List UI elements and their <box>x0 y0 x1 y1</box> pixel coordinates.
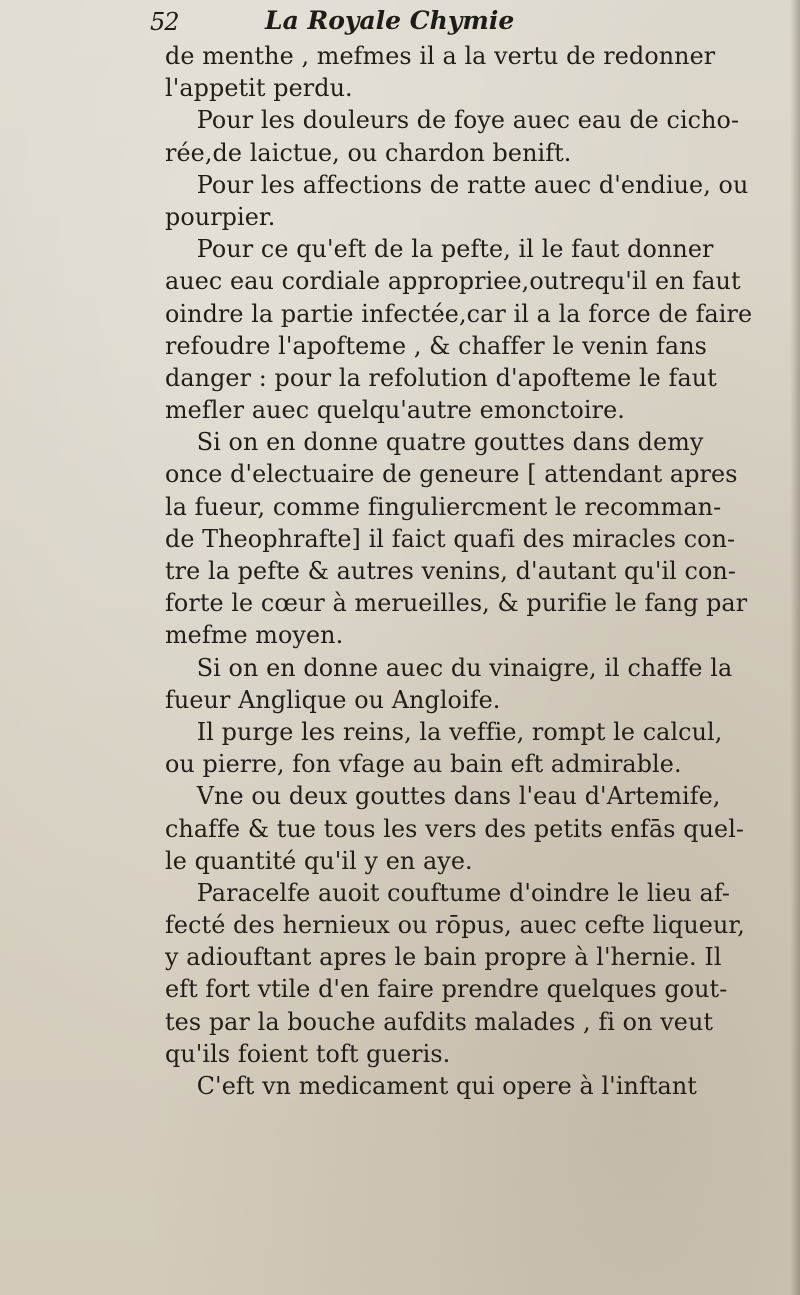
text-line: forte le cœur à merueilles, & purifie le fang par <box>165 589 748 618</box>
text-line: Pour les douleurs de foye auec eau de cicho- <box>196 106 740 135</box>
page-header <box>150 6 710 40</box>
text-line: Il purge les reins, la veffie, rompt le calcul, <box>196 717 723 746</box>
text-line: fecté des hernieux ou rōpus, auec cefte liqueur, <box>165 911 745 940</box>
text-line: y adiouftant apres le bain propre à l'hernie. Il <box>165 943 722 972</box>
text-line: auec eau cordiale appropriee,outrequ'il en faut <box>165 267 741 296</box>
text-line: mefme moyen. <box>165 621 344 650</box>
text-line: qu'ils foient toft gueris. <box>165 1039 451 1068</box>
text-line: tre la pefte & autres venins, d'autant qu'il con- <box>165 557 737 585</box>
text-line: rée,de laictue, ou chardon benift. <box>165 138 572 167</box>
text-line: Pour les affections de ratte auec d'endiue, ou <box>196 170 749 199</box>
text-line: tes par la bouche aufdits malades , fi on veut <box>165 1007 714 1036</box>
text-line: chaffe & tue tous les vers des petits enfās quel- <box>165 814 745 843</box>
text-line: la fueur, comme finguliercment le recomman- <box>165 492 722 521</box>
text-line: fueur Anglique ou Angloife. <box>165 685 501 714</box>
text-line: de menthe , mefmes il a la vertu de redonner <box>165 42 716 70</box>
text-line: once d'electuaire de geneure [ attendant apres <box>165 460 738 489</box>
body-text <box>165 40 785 1102</box>
text-line: Vne ou deux gouttes dans l'eau d'Artemife, <box>196 782 721 811</box>
text-line: le quantité qu'il y en aye. <box>165 846 473 875</box>
text-line: Si on en donne auec du vinaigre, il chaffe la <box>196 653 733 682</box>
text-line: Paracelfe auoit couftume d'oindre le lieu af- <box>196 878 731 907</box>
text-line: l'appetit perdu. <box>165 74 353 103</box>
page-edge-shadow <box>790 0 800 1295</box>
text-line: ou pierre, fon vfage au bain eft admirable. <box>165 750 682 779</box>
text-line: danger : pour la refolution d'apofteme le faut <box>165 363 717 392</box>
text-line: oindre la partie infectée,car il a la force de faire <box>165 299 753 328</box>
text-line: Pour ce qu'eft de la pefte, il le faut donner <box>196 235 714 264</box>
text-line: pourpier. <box>165 202 276 231</box>
text-line: de Theophrafte] il faict quafi des miracles con- <box>165 524 736 553</box>
text-line: mefler auec quelqu'autre emonctoire. <box>165 396 625 425</box>
text-line: Si on en donne quatre gouttes dans demy <box>196 428 704 457</box>
text-line: refoudre l'apofteme , & chaffer le venin fans <box>165 331 707 360</box>
text-line: eft fort vtile d'en faire prendre quelques gout- <box>165 975 728 1004</box>
running-title: La Royale Chymie <box>265 6 515 35</box>
page-number: 52 <box>150 8 179 36</box>
text-line: C'eft vn medicament qui opere à l'inftant <box>196 1072 697 1100</box>
